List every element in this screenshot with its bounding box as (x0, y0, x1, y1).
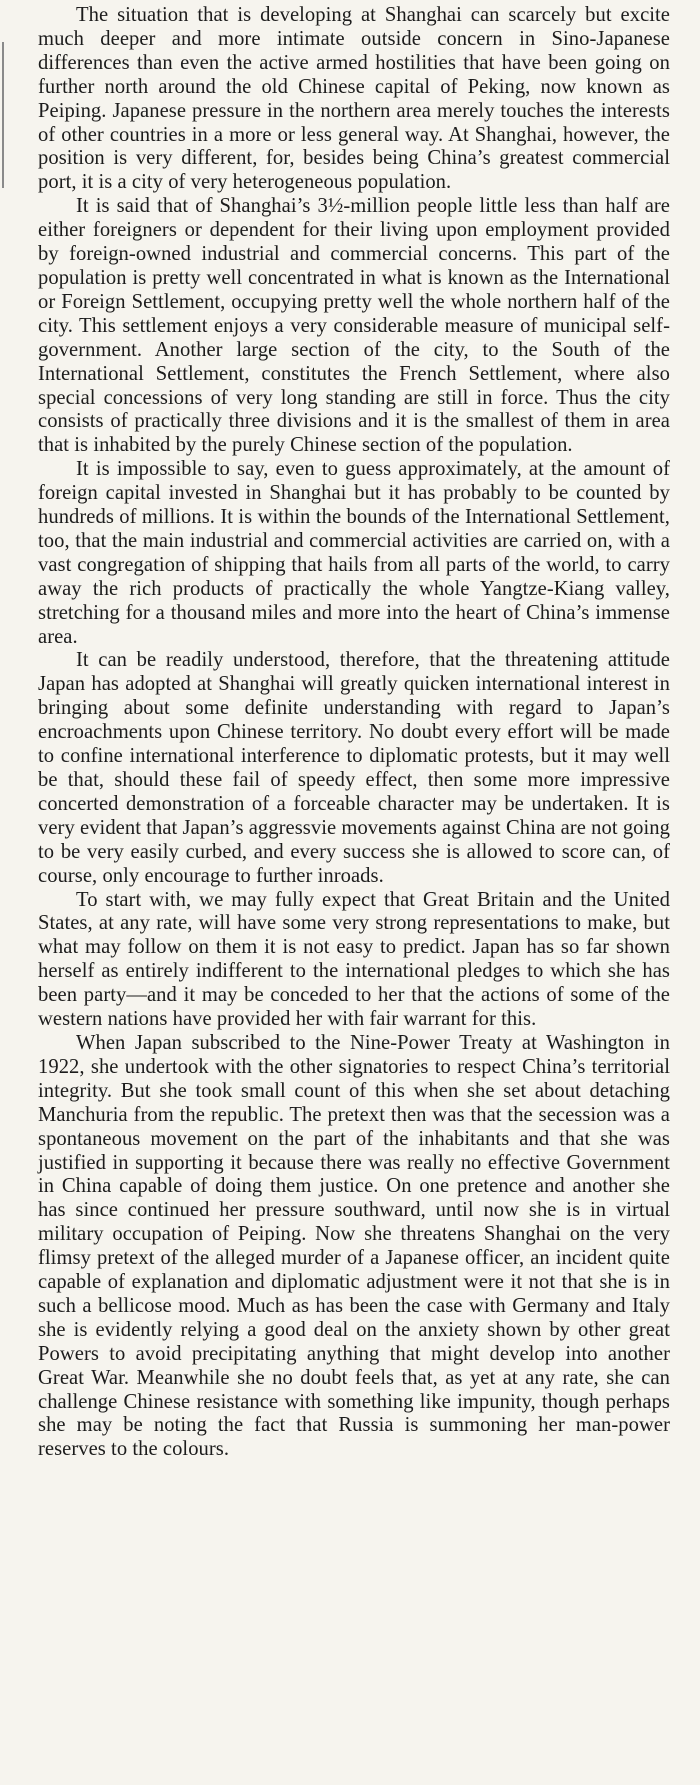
article-paragraph-5: To start with, we may fully expect that Great Britain and the United States, at any rate, will have some very strong representations to make, but what may follow on them it is not easy to predict. Japan has so far shown herself as entirely indifferent to the international pledges to which she has been party—and it may be conceded to her that the actions of some of the western nations have provided her with fair warrant for this. (38, 888, 670, 1031)
column-margin-rule (2, 42, 4, 188)
article-paragraph-3: It is impossible to say, even to guess approximately, at the amount of foreign capital invested in Shanghai but it has probably to be counted by hundreds of millions. It is within the bounds of the International Settlement, too, that the main industrial and commercial activities are carried on, with a vast congregation of shipping that hails from all parts of the world, to carry away the rich products of practically the whole Yangtze-Kiang valley, stretching for a thousand miles and more into the heart of China’s immense area. (38, 458, 670, 648)
article-column (38, 4, 670, 1462)
article-paragraph-6: When Japan subscribed to the Nine-Power Treaty at Washington in 1922, she undertook with the other signatories to respect China’s territorial integrity. But she took small count of this when she set about detaching Manchuria from the republic. The pretext then was that the secession was a spontaneous movement on the part of the inhabitants and that she was justified in supporting it because there was really no effective Government in China capable of doing them justice. On one pretence and another she has since continued her pressure southward, until now she is in virtual military occupation of Peiping. Now she threatens Shanghai on the very flimsy pretext of the alleged murder of a Japanese officer, an incident quite capable of explanation and diplomatic adjustment were it not that she is in such a bellicose mood. Much as has been the case with Germany and Italy she is evidently relying a good deal on the anxiety shown by other great Powers to avoid precipitating anything that might develop into another Great War. Meanwhile she no doubt feels that, as yet at any rate, she can challenge Chinese resistance with something like impunity, though perhaps she may be noting the fact that Russia is summoning her man-power reserves to the colours. (38, 1031, 670, 1461)
article-paragraph-2: It is said that of Shanghai’s 3½-million people little less than half are either foreigners or dependent for their living upon employment provided by foreign-owned industrial and commercial concerns. This part of the population is pretty well concentrated in what is known as the International or Foreign Settlement, occupying pretty well the whole northern half of the city. This settlement enjoys a very considerable measure of municipal self-government. Another large section of the city, to the South of the International Settlement, constitutes the French Settlement, where also special concessions of very long standing are still in force. Thus the city consists of practically three divisions and it is the smallest of them in area that is inhabited by the purely Chinese section of the population. (38, 195, 670, 457)
article-paragraph-1: The situation that is developing at Shanghai can scarcely but excite much deeper and more intimate outside concern in Sino-Japanese differences than even the active armed hostilities that have been going on further north around the old Chinese capital of Peking, now known as Peiping. Japanese pressure in the northern area merely touches the interests of other countries in a more or less general way. At Shanghai, however, the position is very different, for, besides being China’s greatest commercial port, it is a city of very heterogeneous population. (38, 4, 670, 194)
article-paragraph-4: It can be readily understood, therefore, that the threatening attitude Japan has adopted at Shanghai will greatly quicken international interest in bringing about some definite understanding with regard to Japan’s encroachments upon Chinese territory. No doubt every effort will be made to confine international interference to diplomatic protests, but it may well be that, should these fail of speedy effect, then some more impressive concerted demonstration of a forceable character may be undertaken. It is very evident that Japan’s aggressvie movements against China are not going to be very easily curbed, and every success she is allowed to score can, of course, only encourage to further inroads. (38, 649, 670, 887)
